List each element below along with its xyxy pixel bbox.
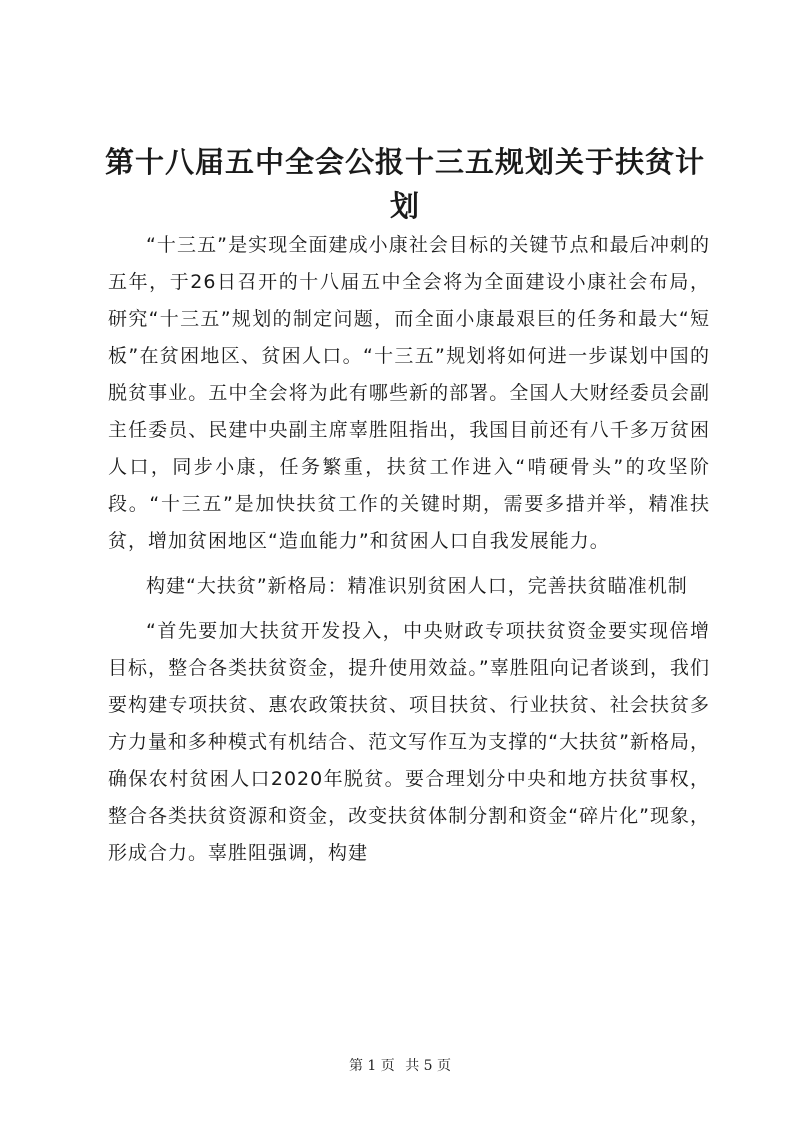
document-body — [108, 227, 710, 880]
page-number: 第 1 页 — [348, 1058, 395, 1074]
page-total: 共 5 页 — [405, 1058, 452, 1074]
paragraph-subheading: 构建“大扶贫”新格局：精准识别贫困人口，完善扶贫瞄准机制 — [146, 575, 688, 597]
paragraph-intro: “十三五”是实现全面建成小康社会目标的关键节点和最后冲刺的五年，于26日召开的十八届五中全会将为全面建设小康社会布局，研究“十三五”规划的制定问题，而全面小康最艰巨的任务和最大“短板”在贫困地区、贫困人口。“十三五”规划将如何进一步谋划中国的脱贫事业。五中全会将为此有哪些新的部署。全国人大财经委员会副主任委员、民建中央副主席辜胜阻指出，我国目前还有八千多万贫困人口，同步小康，任务繁重，扶贫工作进入“啃硬骨头”的攻坚阶段。“十三五”是加快扶贫工作的关键时期，需要多措并举，精准扶贫，增加贫困地区“造血能力”和贫困人口自我发展能力。 — [108, 234, 710, 552]
document-title: 第十八届五中全会公报十三五规划关于扶贫计划 — [105, 145, 706, 223]
page-footer — [0, 1055, 800, 1075]
paragraph-quote: “首先要加大扶贫开发投入，中央财政专项扶贫资金要实现倍增目标，整合各类扶贫资金，提升使用效益。”辜胜阻向记者谈到，我们要构建专项扶贫、惠农政策扶贫、项目扶贫、行业扶贫、社会扶贫多方力量和多种模式有机结合、范文写作互为支撑的“大扶贫”新格局，确保农村贫困人口2020年脱贫。要合理划分中央和地方扶贫事权，整合各类扶贫资源和资金，改变扶贫体制分割和资金“碎片化”现象，形成合力。辜胜阻强调，构建 — [108, 620, 710, 864]
